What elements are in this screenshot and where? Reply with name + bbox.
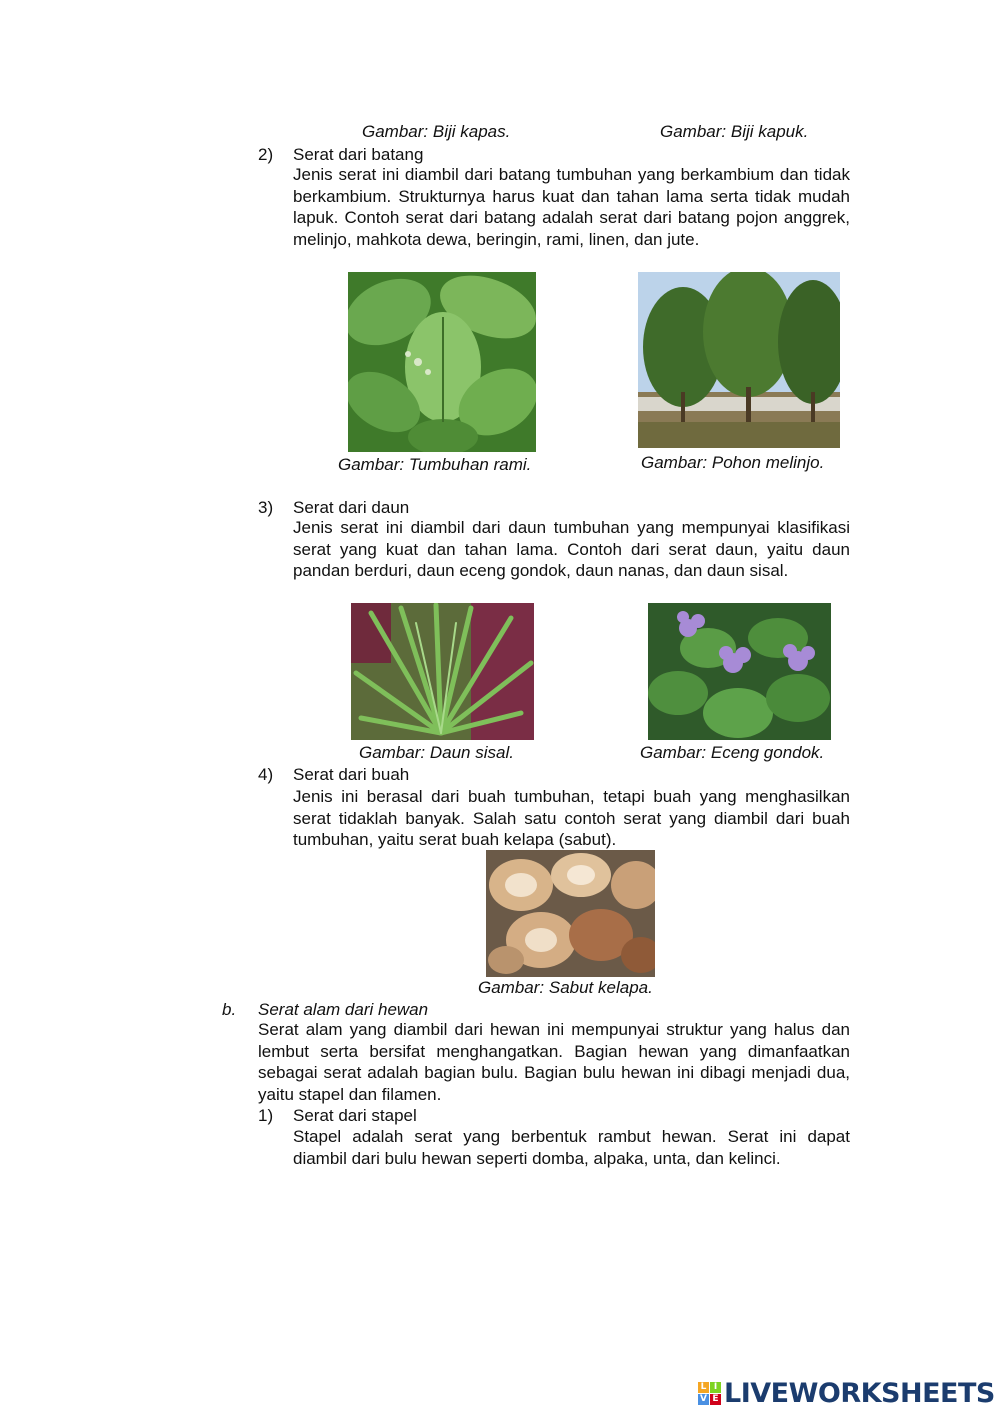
item-number: 1) <box>258 1106 274 1125</box>
section-letter-b: b. <box>222 1000 237 1019</box>
caption-biji-kapuk: Gambar: Biji kapuk. <box>660 122 809 141</box>
caption-pohon-melinjo: Gambar: Pohon melinjo. <box>641 453 825 472</box>
sabut-kelapa-image <box>486 850 655 977</box>
item-number: 4) <box>258 765 274 784</box>
sisal-leaf-image <box>351 603 534 740</box>
section-title-buah: Serat dari buah <box>293 765 410 784</box>
caption-sabut-kelapa: Gambar: Sabut kelapa. <box>478 978 653 997</box>
caption-tumbuhan-rami: Gambar: Tumbuhan rami. <box>338 455 532 474</box>
item-number: 3) <box>258 498 274 517</box>
caption-biji-kapas: Gambar: Biji kapas. <box>362 122 511 141</box>
section-title-stapel: Serat dari stapel <box>293 1106 417 1125</box>
melinjo-tree-image <box>638 272 840 448</box>
section-title-hewan: Serat alam dari hewan <box>258 1000 429 1019</box>
paragraph-batang: Jenis serat ini diambil dari batang tumbuhan yang berkambium dan tidak berkambium. Strukturnya harus kuat dan tahan lama serta tidak mudah lapuk. Contoh serat dari batang adalah serat dari batang pojon anggrek, melinjo, mahkota dewa, beringin, rami, linen, dan jute. <box>293 165 850 249</box>
logo-badge-icon <box>698 1382 721 1405</box>
section-title-daun: Serat dari daun <box>293 498 410 517</box>
paragraph-hewan: Serat alam yang diambil dari hewan ini mempunyai struktur yang halus dan lembut serta bersifat menghangatkan. Bagian hewan yang dimanfaatkan sebagai serat adalah bagian bulu. Bagian bulu hewan ini dibagi menjadi dua, yaitu stapel dan filamen. <box>258 1020 850 1104</box>
paragraph-daun: Jenis serat ini diambil dari daun tumbuhan yang mempunyai klasifikasi serat yang kuat dan tahan lama. Contoh dari serat daun, yaitu daun pandan berduri, daun eceng gondok, daun nanas, dan daun sisal. <box>293 518 850 581</box>
paragraph-buah: Jenis ini berasal dari buah tumbuhan, tetapi buah yang menghasilkan serat tidaklah banyak. Salah satu contoh serat yang diambil dari buah tumbuhan, yaitu serat buah kelapa (sabut). <box>293 787 850 850</box>
caption-eceng-gondok: Gambar: Eceng gondok. <box>640 743 825 762</box>
badge-letter: L <box>698 1382 709 1393</box>
badge-letter: I <box>710 1382 721 1393</box>
badge-letter: V <box>698 1394 709 1405</box>
badge-letter: E <box>710 1394 721 1405</box>
eceng-gondok-image <box>648 603 831 740</box>
rami-plant-image <box>348 272 536 452</box>
caption-daun-sisal: Gambar: Daun sisal. <box>359 743 514 762</box>
logo-text: LIVEWORKSHEETS <box>724 1377 995 1409</box>
liveworksheets-logo[interactable] <box>698 1378 995 1408</box>
item-number: 2) <box>258 145 274 164</box>
paragraph-stapel: Stapel adalah serat yang berbentuk rambut hewan. Serat ini dapat diambil dari bulu hewan seperti domba, alpaka, unta, dan kelinci. <box>293 1127 850 1168</box>
section-title-batang: Serat dari batang <box>293 145 424 164</box>
